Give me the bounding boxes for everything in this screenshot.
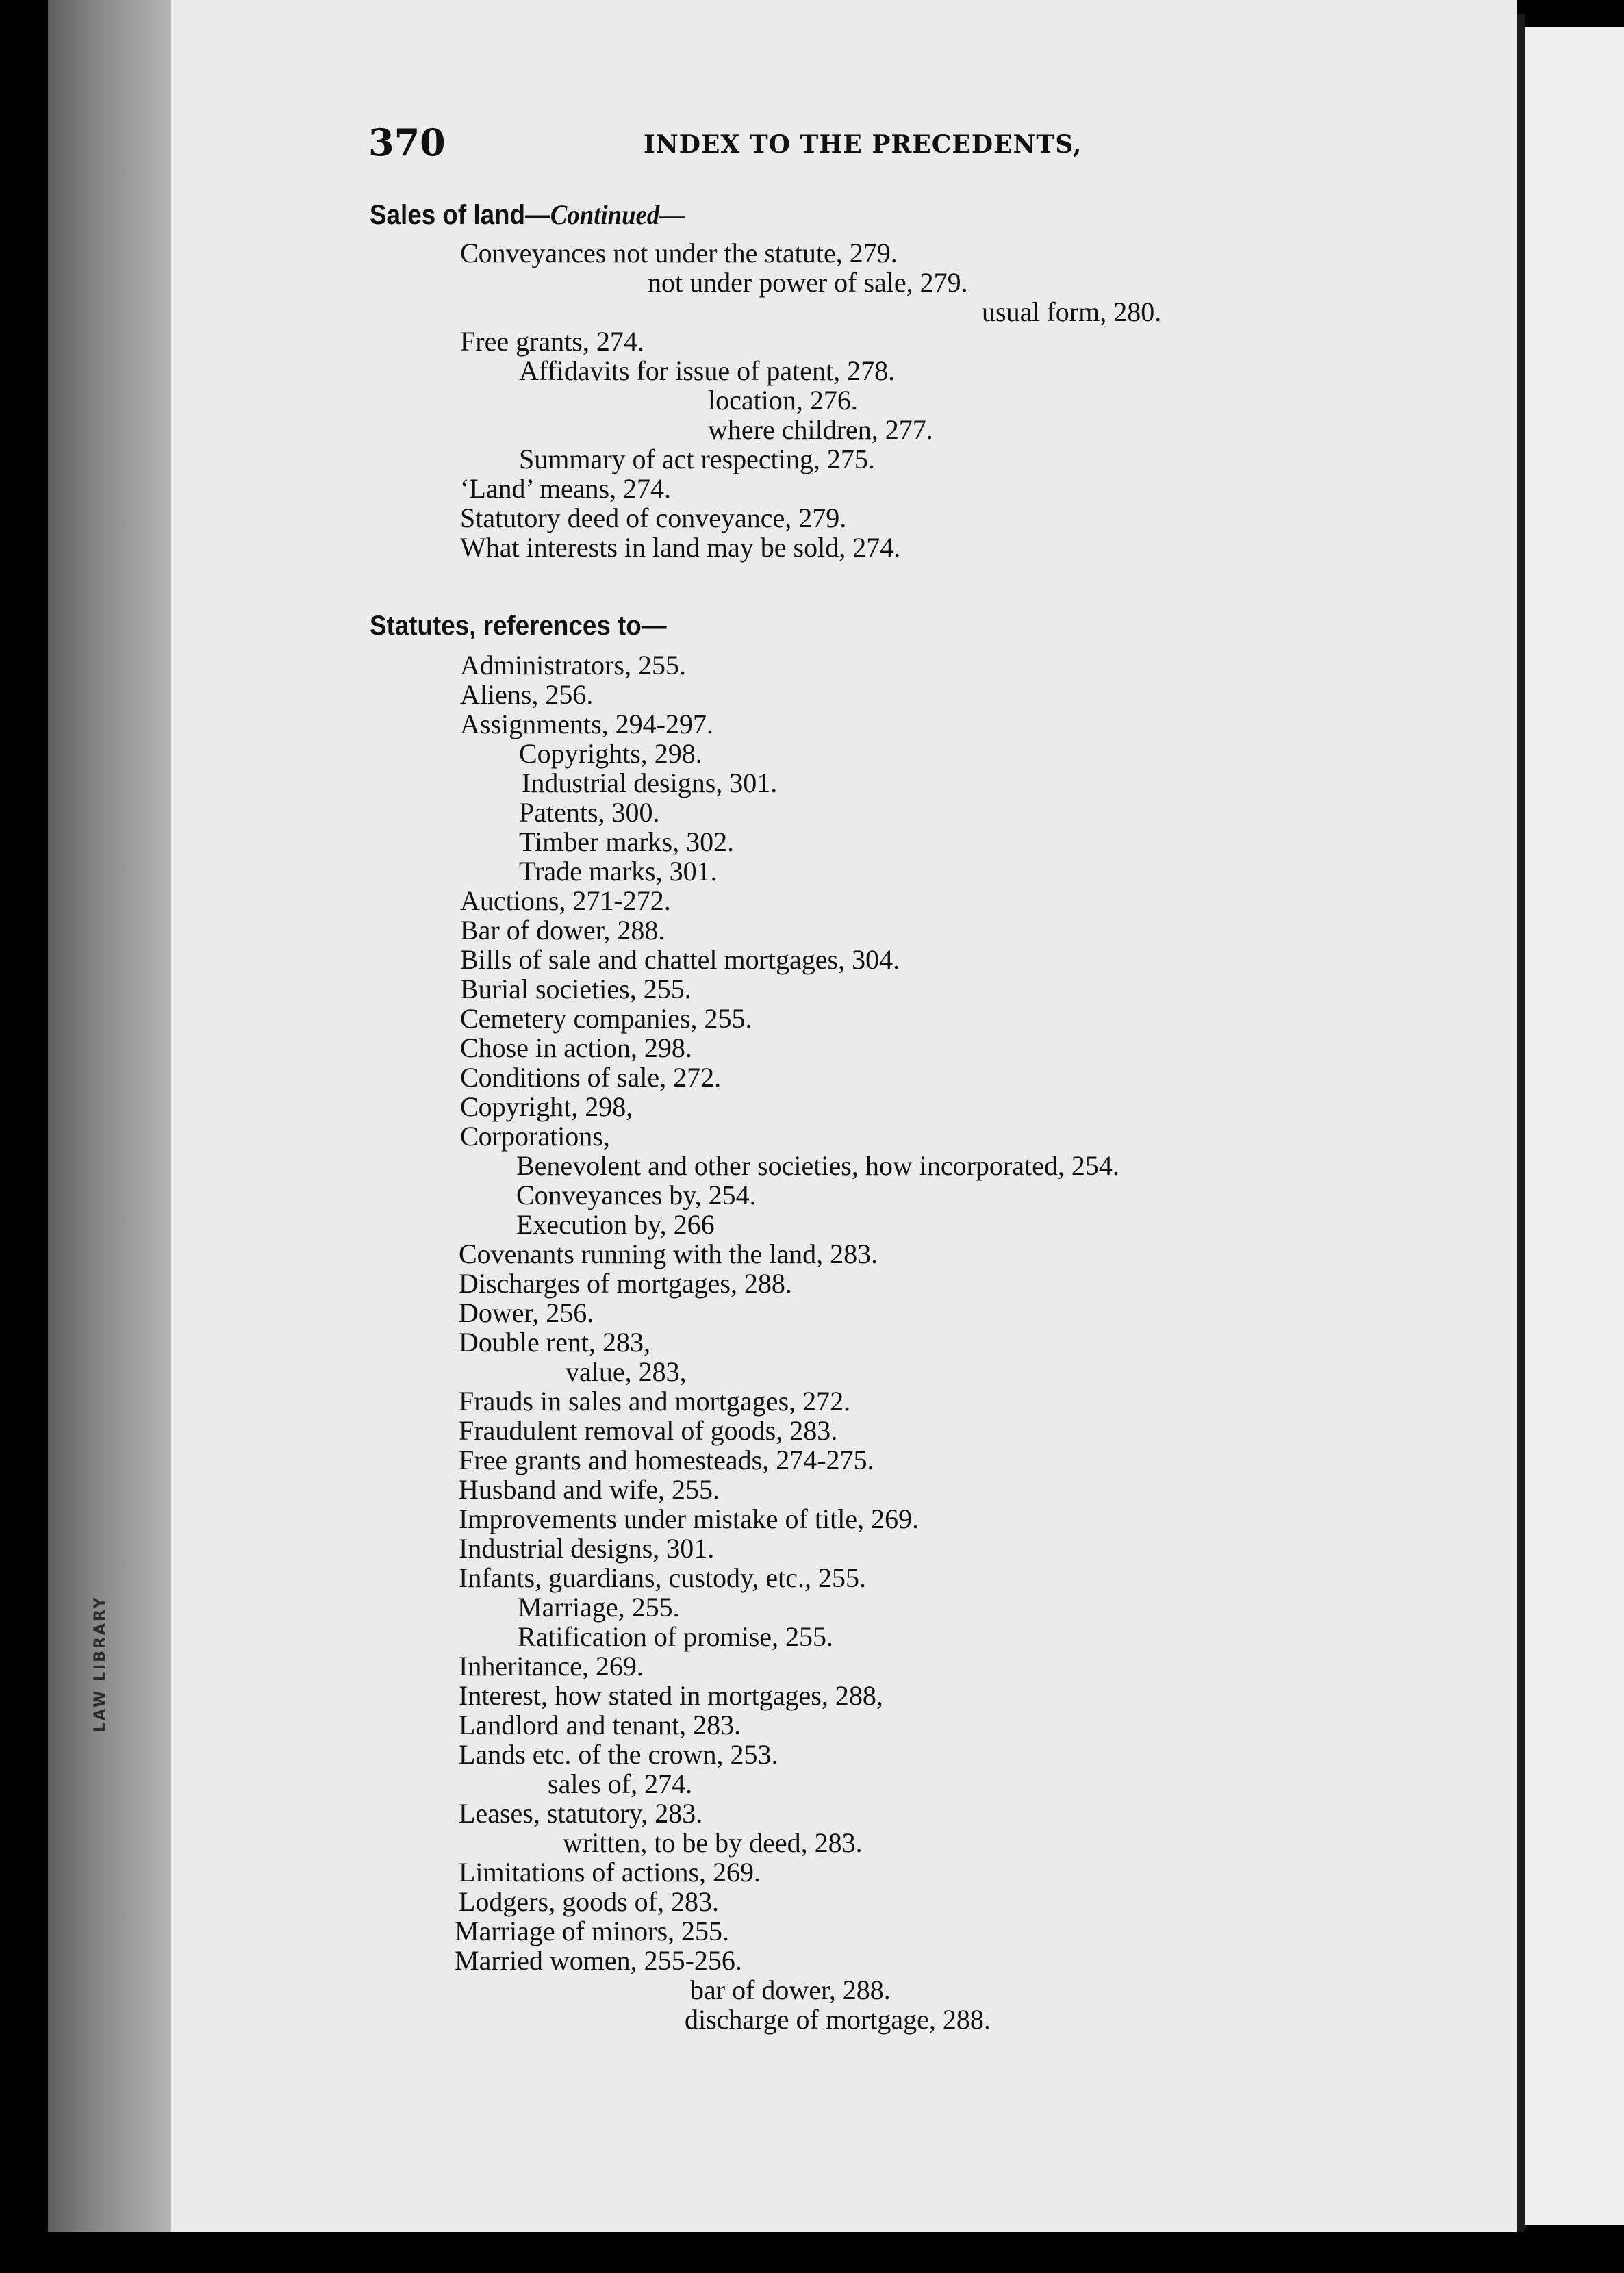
index-entry: usual form, 280. xyxy=(982,296,1162,327)
index-entry: Dower, 256. xyxy=(459,1297,594,1328)
index-entry: Trade marks, 301. xyxy=(519,856,718,887)
index-entry: Chose in action, 298. xyxy=(460,1032,692,1063)
index-entry: Statutory deed of conveyance, 279. xyxy=(460,503,847,533)
index-entry: Burial societies, 255. xyxy=(460,974,692,1004)
index-entry: Corporations, xyxy=(460,1121,610,1152)
index-entry: Assignments, 294-297. xyxy=(460,709,713,739)
index-entry: Aliens, 256. xyxy=(460,679,594,710)
index-entry: location, 276. xyxy=(708,385,858,416)
index-entry: Marriage, 255. xyxy=(518,1592,680,1623)
index-entry: Limitations of actions, 269. xyxy=(459,1857,761,1888)
index-entry: Marriage of minors, 255. xyxy=(455,1916,730,1946)
book-page xyxy=(171,0,1517,2232)
index-entry: Ratification of promise, 255. xyxy=(518,1621,834,1652)
index-entry: sales of, 274. xyxy=(548,1768,693,1799)
index-entry: Industrial designs, 301. xyxy=(522,767,778,798)
index-entry: Lodgers, goods of, 283. xyxy=(459,1886,719,1917)
index-entry: Auctions, 271-272. xyxy=(460,885,671,916)
section-heading-continued: Continued— xyxy=(550,199,685,230)
index-entry: Administrators, 255. xyxy=(460,650,686,681)
gutter-shadow xyxy=(1517,14,1525,2232)
page-edge-strip xyxy=(48,0,178,2232)
index-entry: Summary of act respecting, 275. xyxy=(519,444,875,474)
facing-page-edge xyxy=(1525,27,1624,2225)
index-entry: What interests in land may be sold, 274. xyxy=(460,532,901,563)
index-entry: Execution by, 266 xyxy=(516,1209,715,1240)
index-entry: Leases, statutory, 283. xyxy=(459,1798,703,1829)
index-entry: Frauds in sales and mortgages, 272. xyxy=(459,1386,851,1417)
index-entry: Free grants, 274. xyxy=(460,326,644,357)
index-entry: Copyright, 298, xyxy=(460,1091,633,1122)
index-entry: Infants, guardians, custody, etc., 255. xyxy=(459,1562,867,1593)
index-entry: Conveyances by, 254. xyxy=(516,1180,757,1210)
index-entry: Free grants and homesteads, 274-275. xyxy=(459,1445,874,1475)
section-heading xyxy=(370,199,685,231)
index-entry: Cemetery companies, 255. xyxy=(460,1003,752,1034)
index-entry: Improvements under mistake of title, 269. xyxy=(459,1503,919,1534)
index-entry: Conveyances not under the statute, 279. xyxy=(460,238,898,268)
index-entry: Inheritance, 269. xyxy=(459,1651,644,1681)
index-entry: Conditions of sale, 272. xyxy=(460,1062,722,1093)
section-heading xyxy=(370,611,667,642)
index-entry: Copyrights, 298. xyxy=(519,738,702,769)
index-entry: value, 283, xyxy=(566,1356,687,1387)
index-entry: written, to be by deed, 283. xyxy=(563,1827,863,1858)
index-entry: Patents, 300. xyxy=(519,797,660,828)
index-entry: Covenants running with the land, 283. xyxy=(459,1239,878,1269)
page-number: 370 xyxy=(368,120,446,164)
index-entry: Landlord and tenant, 283. xyxy=(459,1710,741,1740)
spine-stamp-text: LAW LIBRARY xyxy=(92,1595,109,1732)
index-entry: where children, 277. xyxy=(708,414,933,445)
index-entry: Industrial designs, 301. xyxy=(459,1533,715,1564)
index-entry: Discharges of mortgages, 288. xyxy=(459,1268,792,1299)
index-entry: Fraudulent removal of goods, 283. xyxy=(459,1415,838,1446)
section-heading-text: Statutes, references to— xyxy=(370,611,667,641)
index-entry: bar of dower, 288. xyxy=(690,1974,891,2005)
running-head: INDEX TO THE PRECEDENTS, xyxy=(644,130,1082,159)
index-entry: discharge of mortgage, 288. xyxy=(685,2004,991,2035)
index-entry: Bar of dower, 288. xyxy=(460,915,665,945)
index-entry: Affidavits for issue of patent, 278. xyxy=(519,355,896,386)
index-entry: Timber marks, 302. xyxy=(519,826,735,857)
index-entry: Double rent, 283, xyxy=(459,1327,650,1358)
index-entry: Married women, 255-256. xyxy=(455,1945,742,1976)
index-entry: ‘Land’ means, 274. xyxy=(460,473,672,504)
index-entry: not under power of sale, 279. xyxy=(648,267,968,298)
index-entry: Husband and wife, 255. xyxy=(459,1474,720,1505)
index-entry: Lands etc. of the crown, 253. xyxy=(459,1739,778,1770)
index-entry: Interest, how stated in mortgages, 288, xyxy=(459,1680,883,1711)
section-heading-text: Sales of land— xyxy=(370,200,550,230)
index-entry: Bills of sale and chattel mortgages, 304. xyxy=(460,944,900,975)
index-entry: Benevolent and other societies, how incorporated, 254. xyxy=(516,1150,1119,1181)
